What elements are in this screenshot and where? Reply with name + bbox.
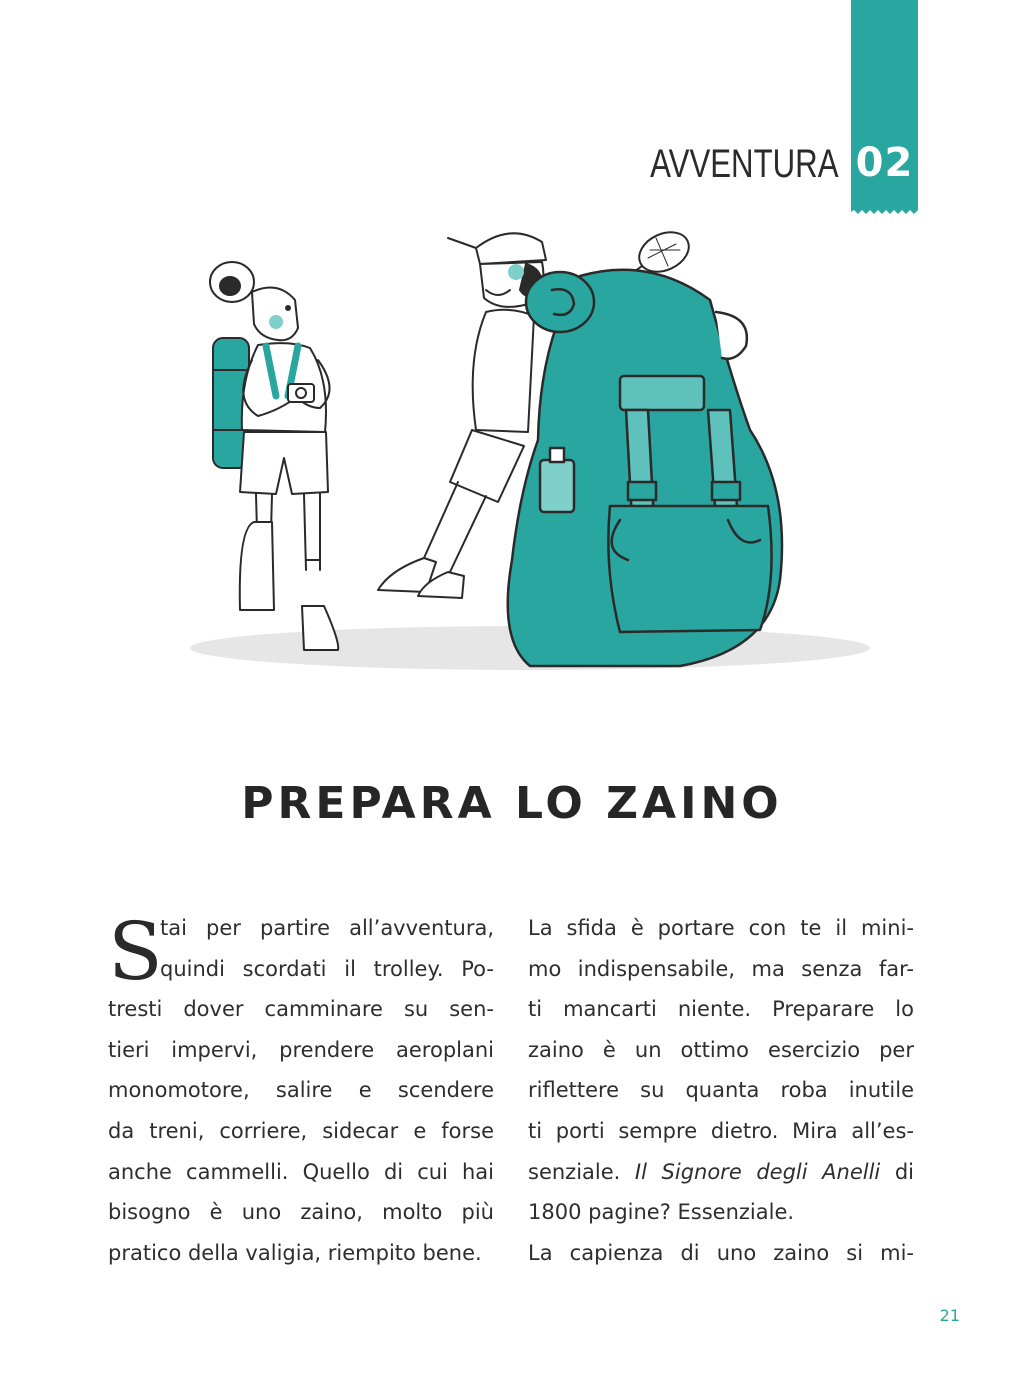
text-line: 1800 pagine? Essenziale. [528,1200,795,1225]
chapter-tab-zigzag-edge [851,204,918,216]
text-line: anche cammelli. Quello di cui hai [108,1159,494,1184]
text-line: ti mancarti niente. Preparare lo [528,997,914,1022]
text-line: da treni, corriere, sidecar e forse [108,1118,494,1143]
page-number: 21 [939,1306,960,1325]
text-line: La sfida è portare con te il mini- [528,916,914,940]
text-line: monomotore, salire e scendere [108,1078,494,1103]
backpackers-illustration [180,220,880,700]
text-line: bisogno è uno zaino, molto più [108,1200,494,1225]
text-line: riflettere su quanta roba inutile [528,1078,914,1103]
section-label: AVVENTURA [650,142,839,186]
page-title: PREPARA LO ZAINO [241,778,783,829]
girl-figure [210,262,338,650]
body-column-left [108,905,494,1273]
text-line: La capienza di uno zaino si mi- [528,1240,914,1265]
text-line: pratico della valigia, riempito bene. [108,1240,482,1265]
body-column-right [528,908,914,1273]
text-line: quindi scordati il trolley. Po- [160,956,494,981]
dropcap-letter: S [108,905,163,998]
text-line: tieri impervi, prendere aeroplani [108,1037,494,1062]
giant-backpack [508,270,782,666]
text-line: zaino è un ottimo esercizio per [528,1037,914,1062]
book-title: Il Signore degli Anelli [634,1159,881,1184]
chapter-number: 02 [855,140,914,186]
text-fragment: di [880,1159,914,1184]
text-line: mo indispensabile, ma senza far- [528,956,914,981]
text-line: tresti dover camminare su sen- [108,997,494,1022]
text-line: tai per partire all’avventura, [160,916,494,940]
text-line: ti porti sempre dietro. Mira all’es- [528,1118,914,1143]
text-line-with-title [528,1152,914,1193]
text-fragment: senziale. [528,1159,635,1184]
